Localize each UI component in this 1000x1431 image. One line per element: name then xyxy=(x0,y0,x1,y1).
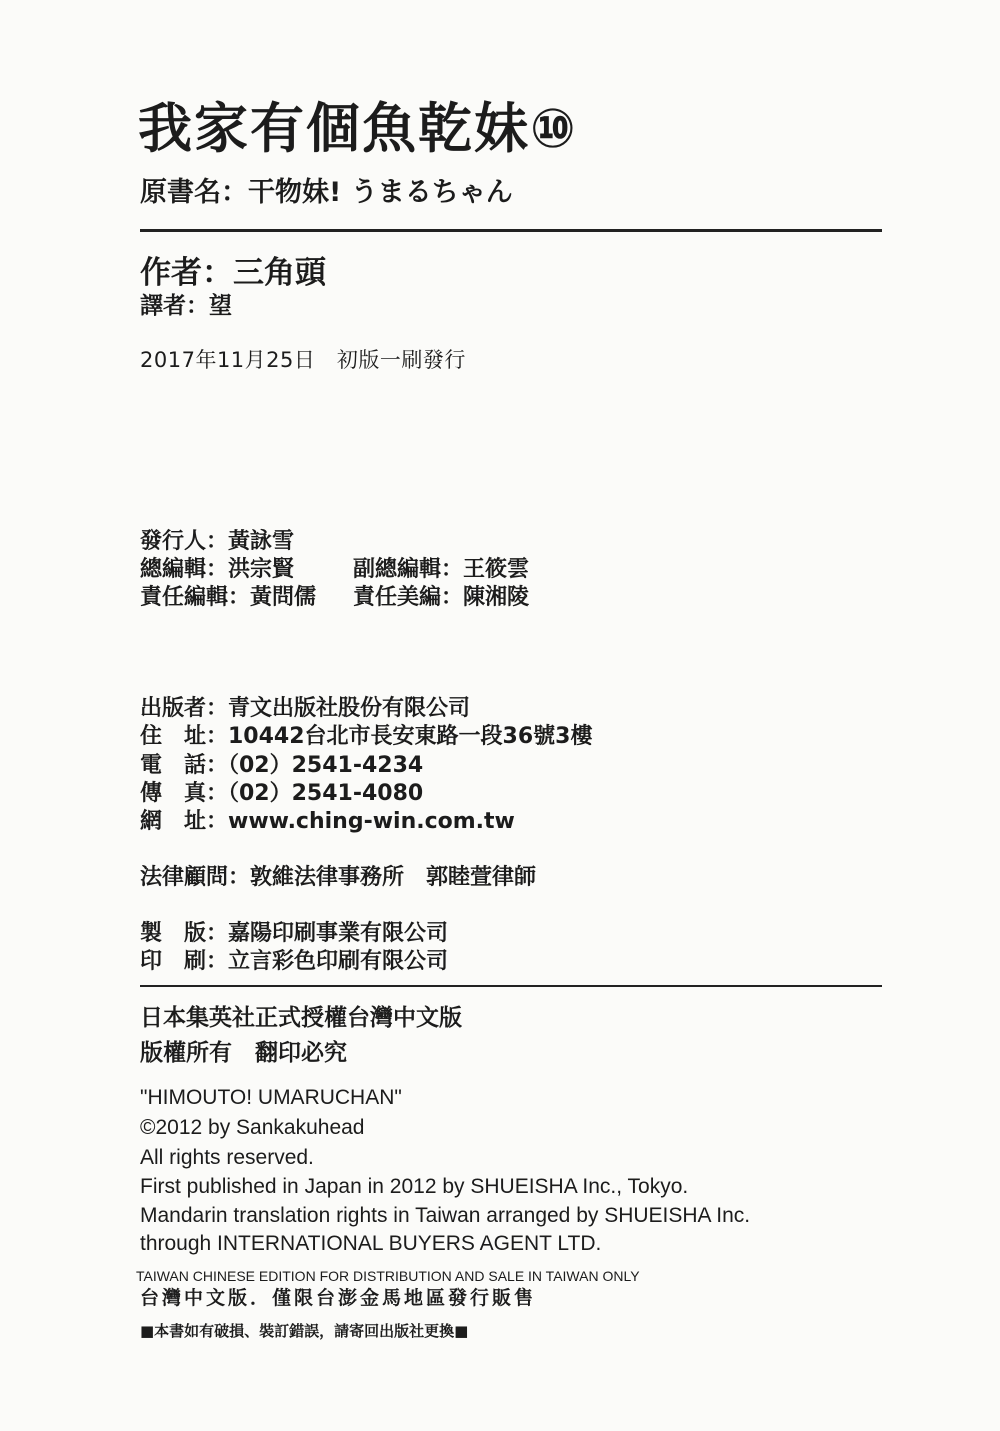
publisher-person: 發行人：黃詠雪 xyxy=(140,529,295,554)
responsible-editor: 責任編輯：黃問儒 xyxy=(140,585,317,610)
publisher-website: 網 址：www.ching-win.com.tw xyxy=(140,809,515,834)
publisher-fax: 傳 真：（02）2541-4080 xyxy=(140,781,424,806)
replacement-notice: ■本書如有破損、裝訂錯誤，請寄回出版社更換■ xyxy=(140,1322,469,1340)
english-line-title: "HIMOUTO! UMARUCHAN" xyxy=(140,1086,402,1109)
printing: 印 刷：立言彩色印刷有限公司 xyxy=(140,949,449,974)
distribution-english: TAIWAN CHINESE EDITION FOR DISTRIBUTION AND SALE IN TAIWAN ONLY xyxy=(136,1268,640,1284)
english-line-first-published: First published in Japan in 2012 by SHUEISHA Inc., Tokyo. xyxy=(140,1175,689,1198)
publish-date: 2017年11月25日 初版一刷發行 xyxy=(140,348,466,372)
legal-counsel: 法律顧問：敦維法律事務所 郭睦萱律師 xyxy=(140,865,537,890)
english-line-copyright: ©2012 by Sankakuhead xyxy=(140,1116,365,1139)
publisher-address: 住 址：10442台北市長安東路一段36號3樓 xyxy=(140,724,593,749)
divider-bottom xyxy=(140,985,882,987)
copyright-statement: 版權所有 翻印必究 xyxy=(140,1039,347,1066)
deputy-editor: 副總編輯：王筱雲 xyxy=(353,557,530,582)
distribution-chinese: 台灣中文版．僅限台澎金馬地區發行販售 xyxy=(140,1287,537,1309)
translator: 譯者：望 xyxy=(140,293,232,319)
art-editor: 責任美編：陳湘陵 xyxy=(353,585,530,610)
editor-in-chief: 總編輯：洪宗賢 xyxy=(140,557,295,582)
plate-making: 製 版：嘉陽印刷事業有限公司 xyxy=(140,921,449,946)
publisher-phone: 電 話：（02）2541-4234 xyxy=(140,753,424,778)
book-title: 我家有個魚乾妹⑩ xyxy=(138,97,578,160)
english-line-rights: All rights reserved. xyxy=(140,1146,314,1169)
english-line-translation-rights: Mandarin translation rights in Taiwan arranged by SHUEISHA Inc. xyxy=(140,1204,751,1227)
divider-top xyxy=(140,229,882,232)
author: 作者：三角頭 xyxy=(140,255,326,291)
publisher-name: 出版者：青文出版社股份有限公司 xyxy=(140,696,471,721)
original-title: 原書名：干物妹! うまるちゃん xyxy=(140,177,513,208)
english-line-agent: through INTERNATIONAL BUYERS AGENT LTD. xyxy=(140,1232,602,1255)
license-statement: 日本集英社正式授權台灣中文版 xyxy=(140,1004,462,1031)
